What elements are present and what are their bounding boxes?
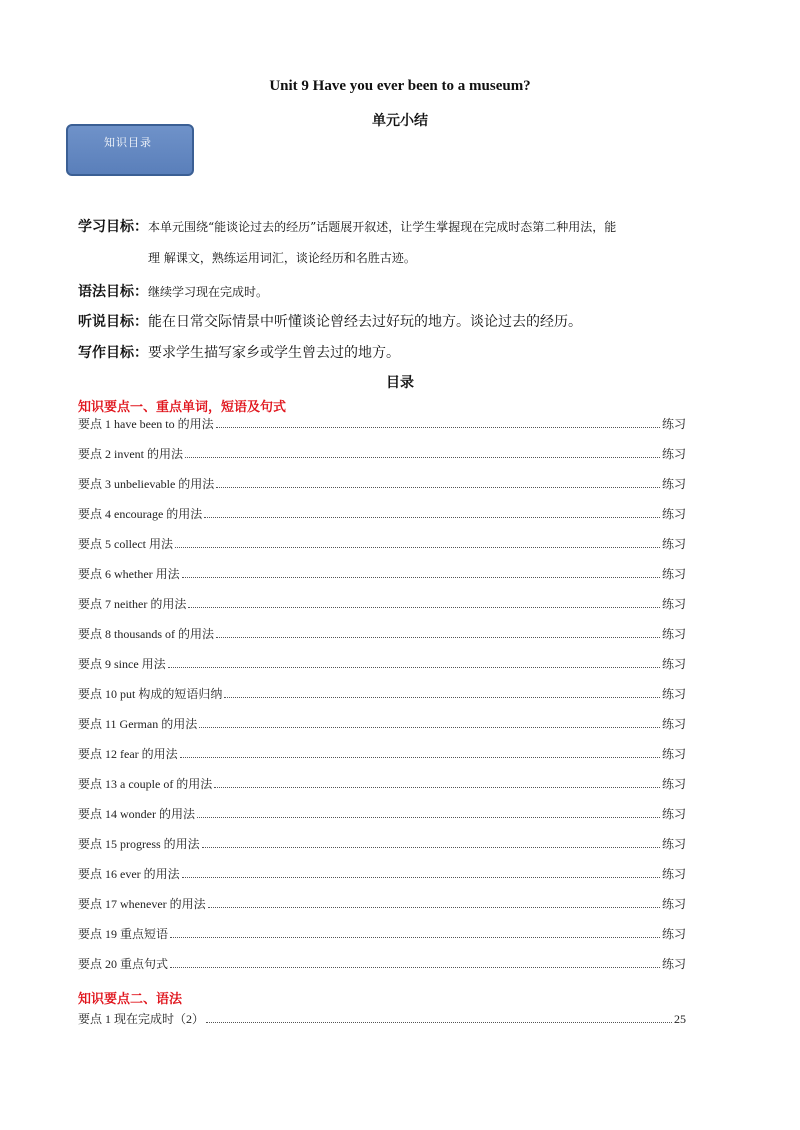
toc-entry-page: 练习	[661, 477, 686, 491]
toc-entry-page: 练习	[661, 537, 686, 551]
toc-title: 目录	[386, 375, 414, 391]
toc-entry-label: 要点 16 ever 的用法	[78, 867, 180, 881]
toc-entry-label: 要点 20 重点句式	[78, 957, 169, 971]
toc-entry-label: 要点 1 have been to 的用法	[78, 417, 214, 431]
toc-entry[interactable]	[78, 475, 686, 493]
writing-goal-label: 写作目标：	[78, 345, 148, 361]
toc-entry-label: 要点 2 invent 的用法	[78, 447, 183, 461]
toc-entry[interactable]	[78, 715, 686, 733]
toc-entry-page: 练习	[661, 747, 686, 761]
toc-entry-label: 要点 4 encourage 的用法	[78, 507, 203, 521]
toc-entry-page: 练习	[661, 717, 686, 731]
toc-entry-page: 练习	[661, 597, 686, 611]
toc-entry[interactable]	[78, 955, 686, 973]
learning-goal-text: 本单元围绕“能谈论过去的经历”话题展开叙述，让学生掌握现在完成时态第二种用法，能	[148, 220, 617, 234]
toc-dot-leader	[214, 777, 660, 788]
knowledge-directory-badge: 知识目录	[66, 124, 194, 176]
toc-entry[interactable]	[78, 655, 686, 673]
toc-dot-leader	[216, 477, 660, 488]
toc-entry-page: 练习	[661, 867, 686, 881]
learning-goal-text-continued: 理 解课文，熟练运用词汇，谈论经历和名胜古迹。	[148, 251, 416, 265]
toc-entry-page: 练习	[661, 807, 686, 821]
toc-section-2-heading: 知识要点二、语法	[78, 992, 183, 1007]
toc-entry-label: 要点 5 collect 用法	[78, 537, 173, 551]
toc-entry-label: 要点 6 whether 用法	[78, 567, 180, 581]
toc-dot-leader	[188, 597, 660, 608]
toc-dot-leader	[204, 507, 660, 518]
toc-entry-label: 要点 11 German 的用法	[78, 717, 198, 731]
toc-entry-label: 要点 3 unbelievable 的用法	[78, 477, 215, 491]
toc-dot-leader	[185, 447, 660, 458]
toc-entry-label: 要点 14 wonder 的用法	[78, 807, 195, 821]
toc-entry[interactable]	[78, 865, 686, 883]
toc-dot-leader	[197, 807, 660, 818]
toc-dot-leader	[216, 627, 660, 638]
toc-section-1-heading: 知识要点一、重点单词，短语及句式	[78, 400, 287, 415]
toc-entry[interactable]	[78, 835, 686, 853]
toc-entry[interactable]	[78, 745, 686, 763]
toc-entry-label: 要点 10 put 构成的短语归纳	[78, 687, 223, 701]
toc-dot-leader	[175, 537, 660, 548]
toc-entry-page: 练习	[661, 687, 686, 701]
toc-entry-label: 要点 15 progress 的用法	[78, 837, 200, 851]
toc-entry-page: 练习	[661, 627, 686, 641]
toc-dot-leader	[224, 687, 660, 698]
grammar-goal-label: 语法目标：	[78, 284, 148, 300]
learning-goal-continued	[148, 249, 416, 266]
toc-entry-label: 要点 19 重点短语	[78, 927, 169, 941]
toc-entry-page: 练习	[661, 837, 686, 851]
toc-entry-page: 练习	[661, 507, 686, 521]
toc-dot-leader	[180, 747, 660, 758]
toc-entry-label: 要点 7 neither 的用法	[78, 597, 187, 611]
toc-entry[interactable]	[78, 445, 686, 463]
toc-dot-leader	[168, 657, 660, 668]
document-title: Unit 9 Have you ever been to a museum?	[269, 78, 531, 94]
toc-entry[interactable]	[78, 925, 686, 943]
toc-entry-label: 要点 1 现在完成时（2）	[78, 1012, 205, 1026]
toc-entry-page: 练习	[661, 657, 686, 671]
toc-entry[interactable]	[78, 625, 686, 643]
toc-dot-leader	[170, 927, 660, 938]
toc-dot-leader	[182, 567, 660, 578]
toc-entry-page: 练习	[661, 927, 686, 941]
learning-goal-label: 学习目标：	[78, 219, 148, 235]
toc-dot-leader	[216, 417, 660, 428]
toc-dot-leader	[170, 957, 660, 968]
listening-speaking-goal	[78, 311, 582, 331]
toc-entry-page: 25	[674, 1012, 686, 1026]
grammar-goal	[78, 281, 268, 301]
toc-entry[interactable]	[78, 1010, 686, 1028]
toc-entry-page: 练习	[661, 447, 686, 461]
listening-speaking-goal-text: 能在日常交际情景中听懂谈论曾经去过好玩的地方。谈论过去的经历。	[148, 314, 582, 330]
toc-entry[interactable]	[78, 805, 686, 823]
toc-entry-page: 练习	[661, 567, 686, 581]
grammar-goal-text: 继续学习现在完成时。	[148, 285, 269, 299]
toc-entry[interactable]	[78, 895, 686, 913]
toc-entry-page: 练习	[661, 897, 686, 911]
toc-entry-label: 要点 13 a couple of 的用法	[78, 777, 213, 791]
toc-entry[interactable]	[78, 565, 686, 583]
toc-dot-leader	[208, 897, 660, 908]
toc-entry[interactable]	[78, 415, 686, 433]
toc-entry-page: 练习	[661, 417, 686, 431]
toc-entry-label: 要点 17 whenever 的用法	[78, 897, 206, 911]
toc-entry[interactable]	[78, 685, 686, 703]
listening-speaking-goal-label: 听说目标：	[78, 314, 148, 330]
toc-entry-page: 练习	[661, 777, 686, 791]
writing-goal-text: 要求学生描写家乡或学生曾去过的地方。	[148, 345, 400, 361]
toc-entry[interactable]	[78, 775, 686, 793]
toc-dot-leader	[206, 1012, 672, 1023]
toc-dot-leader	[202, 837, 660, 848]
document-subtitle: 单元小结	[372, 113, 428, 129]
toc-dot-leader	[182, 867, 660, 878]
toc-dot-leader	[199, 717, 660, 728]
toc-entry[interactable]	[78, 595, 686, 613]
toc-entry-label: 要点 8 thousands of 的用法	[78, 627, 214, 641]
toc-entry-label: 要点 12 fear 的用法	[78, 747, 178, 761]
toc-entry[interactable]	[78, 535, 686, 553]
toc-entry-page: 练习	[661, 957, 686, 971]
toc-entry[interactable]	[78, 505, 686, 523]
writing-goal	[78, 342, 400, 362]
toc-entry-label: 要点 9 since 用法	[78, 657, 166, 671]
learning-goal	[78, 216, 616, 236]
